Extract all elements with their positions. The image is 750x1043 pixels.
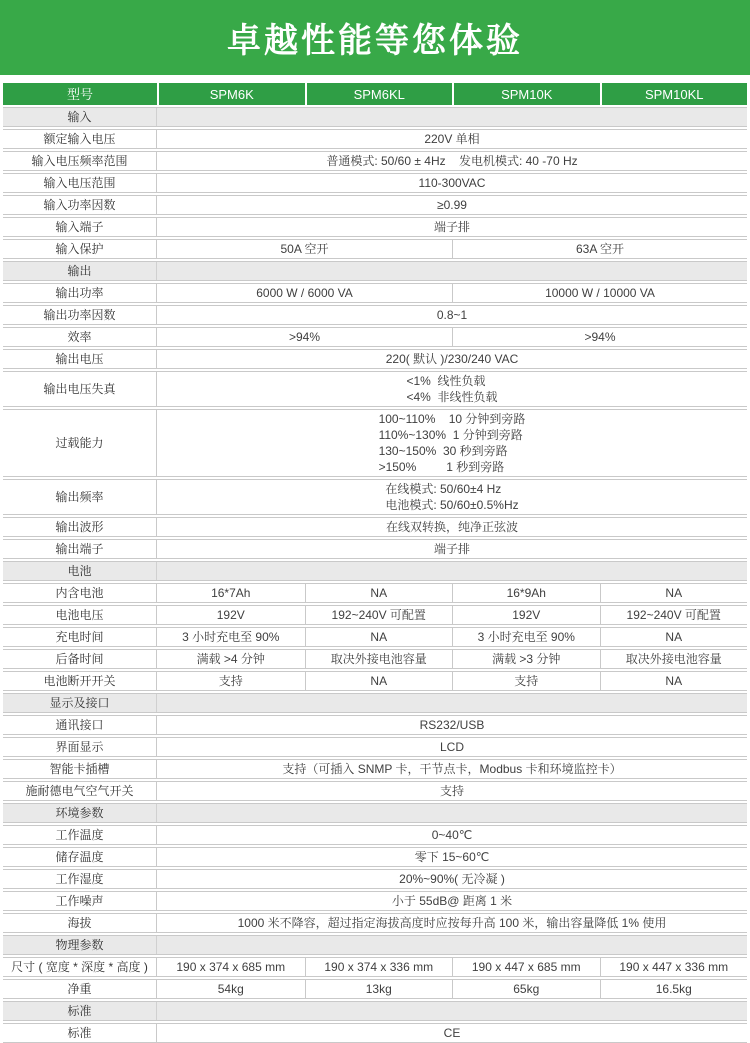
row-value: 65kg xyxy=(452,980,600,998)
row-value xyxy=(157,410,747,476)
row-value: 10000 W / 10000 VA xyxy=(452,284,747,302)
row-label: 输出端子 xyxy=(3,540,157,558)
value-line: <4% 非线性负载 xyxy=(406,390,498,404)
section-row xyxy=(3,693,747,713)
row-value: 支持 xyxy=(439,783,464,798)
row-label: 输出功率 xyxy=(3,284,157,302)
spec-row xyxy=(3,913,747,933)
row-value: 192V xyxy=(216,607,245,622)
row-label: 输入电压频率范围 xyxy=(3,152,157,170)
value-line: 110%~130% 1 分钟到旁路 xyxy=(378,428,523,442)
row-value: NA xyxy=(600,672,748,690)
row-label: 电池电压 xyxy=(3,606,157,624)
section-fill xyxy=(157,562,747,580)
spec-table xyxy=(3,83,747,1043)
row-label: 界面显示 xyxy=(3,738,157,756)
row-value: >94% xyxy=(288,329,321,344)
table-header-row xyxy=(3,83,747,105)
section-fill xyxy=(157,694,747,712)
row-label: 尺寸 ( 宽度 * 深度 * 高度 ) xyxy=(3,958,157,976)
row-value: ≥0.99 xyxy=(437,197,467,212)
spec-row xyxy=(3,173,747,193)
row-value: 普通模式: 50/60 ± 4Hz 发电机模式: 40 -70 Hz xyxy=(326,153,578,168)
row-label: 输入保护 xyxy=(3,240,157,258)
spec-row xyxy=(3,327,747,347)
row-label: 工作噪声 xyxy=(3,892,157,910)
row-value: 16.5kg xyxy=(600,980,748,998)
spec-row xyxy=(3,671,747,691)
row-value: NA xyxy=(305,584,453,602)
row-label: 输入端子 xyxy=(3,218,157,236)
section-row xyxy=(3,561,747,581)
spec-row xyxy=(3,239,747,259)
row-value: 6000 W / 6000 VA xyxy=(256,285,353,300)
spec-row xyxy=(3,627,747,647)
row-label: 净重 xyxy=(3,980,157,998)
row-label: 海拔 xyxy=(3,914,157,932)
spec-row xyxy=(3,979,747,999)
row-value: 满载 >3 分钟 xyxy=(452,650,600,668)
row-value: 支持（可插入 SNMP 卡，干节点卡，Modbus 卡和环境监控卡） xyxy=(282,761,622,776)
row-label: 输出功率因数 xyxy=(3,306,157,324)
spec-row xyxy=(3,957,747,977)
spec-row xyxy=(3,409,747,477)
row-value: 支持 xyxy=(218,673,243,688)
row-value: LCD xyxy=(439,739,464,754)
row-label: 输入 xyxy=(3,108,157,126)
row-label: 施耐德电气空气开关 xyxy=(3,782,157,800)
spec-row xyxy=(3,781,747,801)
row-value: 端子排 xyxy=(433,219,470,234)
row-value: NA xyxy=(305,628,453,646)
row-value xyxy=(157,372,747,406)
value-line: 电池模式: 50/60±0.5%Hz xyxy=(385,498,519,512)
spec-row xyxy=(3,891,747,911)
spec-row xyxy=(3,349,747,369)
row-label: 输入电压范围 xyxy=(3,174,157,192)
spec-row xyxy=(3,737,747,757)
row-value: NA xyxy=(600,584,748,602)
row-value: RS232/USB xyxy=(419,717,485,732)
row-value: 220( 默认 )/230/240 VAC xyxy=(385,351,519,366)
row-value: 54kg xyxy=(217,981,244,996)
row-value: >94% xyxy=(452,328,747,346)
row-value: 零下 15~60℃ xyxy=(414,849,490,864)
section-row xyxy=(3,935,747,955)
row-value: 20%~90%( 无冷凝 ) xyxy=(399,871,505,886)
row-label: 输出电压失真 xyxy=(3,372,157,406)
row-value: 0~40℃ xyxy=(431,827,473,842)
row-label: 工作温度 xyxy=(3,826,157,844)
section-fill xyxy=(157,804,747,822)
spec-row xyxy=(3,605,747,625)
row-value: 在线双转换，纯净正弦波 xyxy=(385,519,518,534)
spec-row xyxy=(3,517,747,537)
row-value: 满载 >4 分钟 xyxy=(196,651,265,666)
spec-row xyxy=(3,649,747,669)
row-label: 工作湿度 xyxy=(3,870,157,888)
row-label: 输入功率因数 xyxy=(3,196,157,214)
section-row xyxy=(3,803,747,823)
section-fill xyxy=(157,1002,747,1020)
spec-row xyxy=(3,479,747,515)
row-value: 取决外接电池容量 xyxy=(305,650,453,668)
row-value: 支持 xyxy=(452,672,600,690)
row-value: 190 x 374 x 336 mm xyxy=(305,958,453,976)
banner xyxy=(0,0,750,75)
row-label: 通讯接口 xyxy=(3,716,157,734)
row-label: 储存温度 xyxy=(3,848,157,866)
row-label: 输出波形 xyxy=(3,518,157,536)
value-line: 在线模式: 50/60±4 Hz xyxy=(385,482,502,496)
spec-row xyxy=(3,539,747,559)
row-label: 物理参数 xyxy=(3,936,157,954)
section-row xyxy=(3,1001,747,1021)
value-line: 100~110% 10 分钟到旁路 xyxy=(378,412,526,426)
value-line: <1% 线性负载 xyxy=(406,374,486,388)
row-value: 0.8~1 xyxy=(436,307,468,322)
spec-row xyxy=(3,217,747,237)
row-label: 标准 xyxy=(3,1024,157,1042)
section-fill xyxy=(157,262,747,280)
row-label: 电池 xyxy=(3,562,157,580)
spec-row xyxy=(3,1023,747,1043)
value-lines xyxy=(385,481,518,513)
row-value: 190 x 447 x 685 mm xyxy=(452,958,600,976)
row-value: NA xyxy=(600,628,748,646)
spec-row xyxy=(3,759,747,779)
row-value: 192~240V 可配置 xyxy=(305,606,453,624)
spec-row xyxy=(3,305,747,325)
row-label: 效率 xyxy=(3,328,157,346)
spec-row xyxy=(3,283,747,303)
value-lines xyxy=(379,411,526,475)
spec-row xyxy=(3,151,747,171)
row-value: 190 x 374 x 685 mm xyxy=(176,959,286,974)
row-value: 190 x 447 x 336 mm xyxy=(600,958,748,976)
section-fill xyxy=(157,936,747,954)
column-header: SPM6K xyxy=(159,83,305,105)
page-title: 卓越性能等您体验 xyxy=(227,22,523,60)
row-label: 显示及接口 xyxy=(3,694,157,712)
row-label: 内含电池 xyxy=(3,584,157,602)
value-lines xyxy=(406,373,497,405)
row-value: 3 小时充电至 90% xyxy=(182,629,280,644)
spec-row xyxy=(3,371,747,407)
row-value xyxy=(157,480,747,514)
section-row xyxy=(3,107,747,127)
spec-row xyxy=(3,195,747,215)
row-value: 63A 空开 xyxy=(452,240,747,258)
spec-row xyxy=(3,715,747,735)
row-value: 13kg xyxy=(305,980,453,998)
column-header: SPM10K xyxy=(454,83,600,105)
row-value: 16*9Ah xyxy=(452,584,600,602)
value-line: 130~150% 30 秒到旁路 xyxy=(378,444,508,458)
row-label: 输出频率 xyxy=(3,480,157,514)
row-label: 过载能力 xyxy=(3,410,157,476)
row-label: 环境参数 xyxy=(3,804,157,822)
value-line: >150% 1 秒到旁路 xyxy=(378,460,505,474)
row-label: 标准 xyxy=(3,1002,157,1020)
spec-row xyxy=(3,825,747,845)
column-header: SPM6KL xyxy=(307,83,453,105)
spec-row xyxy=(3,869,747,889)
spec-row xyxy=(3,583,747,603)
row-label: 智能卡插槽 xyxy=(3,760,157,778)
row-label: 电池断开开关 xyxy=(3,672,157,690)
row-value: 110-300VAC xyxy=(418,175,486,190)
section-fill xyxy=(157,108,747,126)
row-label: 充电时间 xyxy=(3,628,157,646)
row-value: 192V xyxy=(452,606,600,624)
row-value: 端子排 xyxy=(433,541,470,556)
row-value: 取决外接电池容量 xyxy=(600,650,748,668)
spec-row xyxy=(3,847,747,867)
section-row xyxy=(3,261,747,281)
row-label: 输出电压 xyxy=(3,350,157,368)
row-value: 小于 55dB@ 距离 1 米 xyxy=(391,893,513,908)
row-label: 额定输入电压 xyxy=(3,130,157,148)
row-value: 1000 米不降容，超过指定海拔高度时应按每升高 100 米，输出容量降低 1% 使用 xyxy=(237,915,667,930)
column-header: SPM10KL xyxy=(602,83,748,105)
row-value: 50A 空开 xyxy=(280,241,329,256)
column-header-model: 型号 xyxy=(3,83,157,105)
row-value: 192~240V 可配置 xyxy=(600,606,748,624)
row-value: NA xyxy=(305,672,453,690)
row-label: 输出 xyxy=(3,262,157,280)
row-label: 后备时间 xyxy=(3,650,157,668)
row-value: CE xyxy=(443,1025,461,1040)
row-value: 220V 单相 xyxy=(424,131,480,146)
row-value: 16*7Ah xyxy=(211,585,251,600)
row-value: 3 小时充电至 90% xyxy=(452,628,600,646)
spec-row xyxy=(3,129,747,149)
